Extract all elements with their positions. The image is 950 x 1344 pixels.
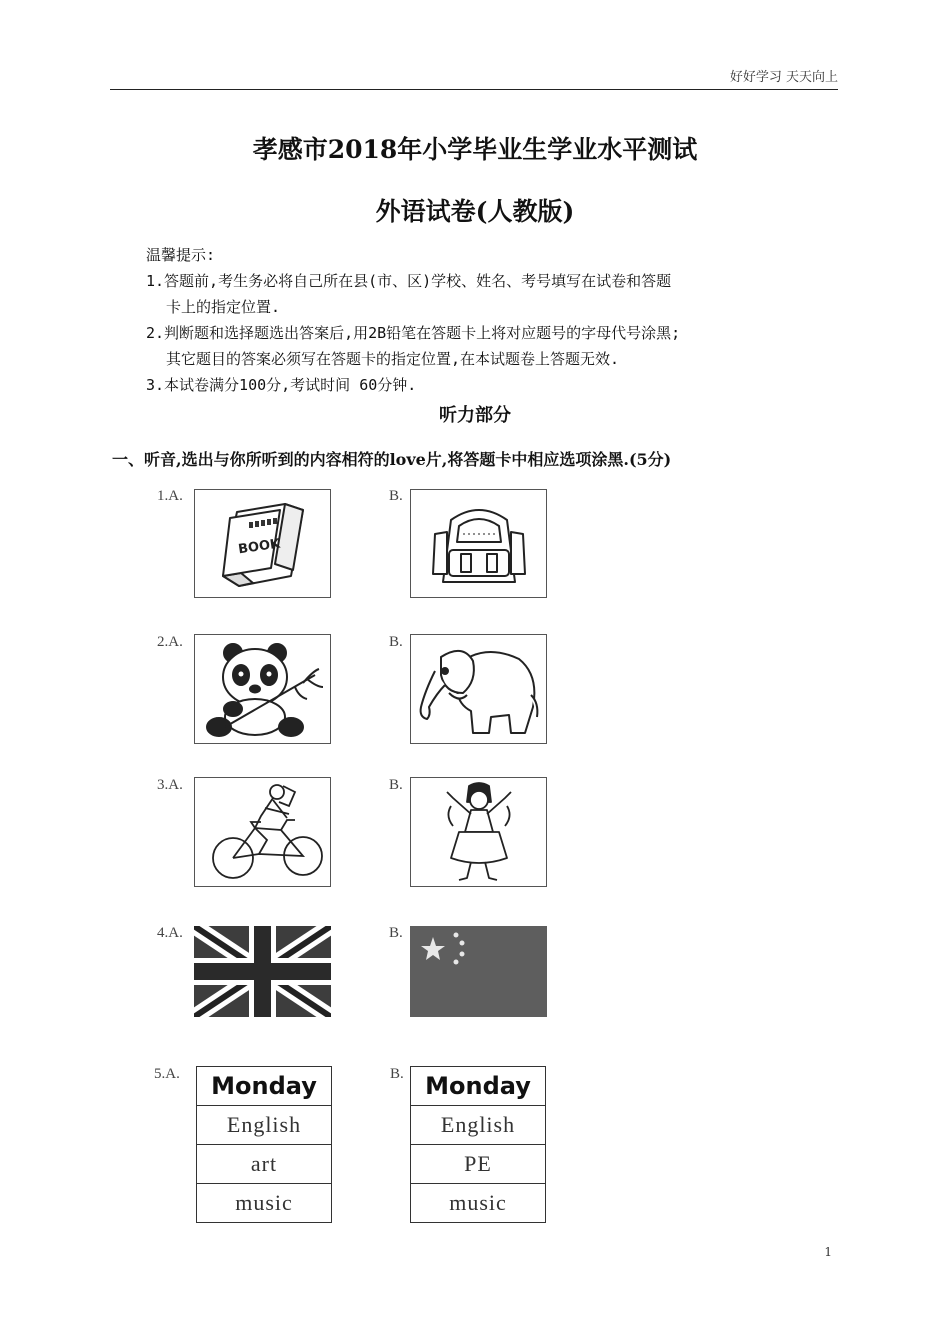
- item-3-label-b: B.: [389, 777, 403, 793]
- instruction-item: 卡上的指定位置.: [166, 298, 281, 316]
- item-5-label-b: B.: [390, 1066, 404, 1082]
- item-4-label-b: B.: [389, 925, 403, 941]
- instructions: [146, 242, 680, 398]
- schedule-cell: English: [411, 1106, 546, 1145]
- header-slogan: 好好学习 天天向上: [729, 70, 838, 85]
- backpack-icon: [411, 490, 546, 597]
- item-5-label-a: 5.A.: [154, 1066, 180, 1082]
- item-4-option-a-image: [194, 926, 331, 1017]
- exam-title: 孝感市2018年小学毕业生学业水平测试: [252, 135, 698, 164]
- item-1-label-a: 1.A.: [157, 488, 183, 504]
- cyclist-icon: [195, 778, 330, 886]
- instruction-item: 1.答题前,考生务必将自己所在县(市、区)学校、姓名、考号填写在试卷和答题: [146, 272, 672, 290]
- section-title: 听力部分: [439, 405, 511, 426]
- item-1-option-b-image: [410, 489, 547, 598]
- page-number: 1: [824, 1245, 832, 1259]
- china-flag-icon: [410, 926, 547, 1017]
- schedule-cell: PE: [411, 1145, 546, 1184]
- schedule-cell: music: [197, 1184, 332, 1223]
- instruction-item: 2.判断题和选择题选出答案后,用2B铅笔在答题卡上将对应题号的字母代号涂黑;: [146, 324, 681, 342]
- item-5-option-b-schedule: [410, 1066, 546, 1223]
- item-3-option-b-image: [410, 777, 547, 887]
- svg-text:BOOK: BOOK: [237, 536, 282, 558]
- instruction-item: 3.本试卷满分100分,考试时间 60分钟.: [146, 376, 417, 394]
- header-divider: [110, 89, 838, 90]
- item-2-label-a: 2.A.: [157, 634, 183, 650]
- item-3-option-a-image: [194, 777, 331, 887]
- panda-icon: [195, 635, 330, 743]
- schedule-cell: music: [411, 1184, 546, 1223]
- instructions-heading: 温馨提示:: [146, 246, 216, 264]
- uk-flag-icon: [194, 926, 331, 1017]
- schedule-cell: English: [197, 1106, 332, 1145]
- item-2-option-b-image: [410, 634, 547, 744]
- instruction-item: 其它题目的答案必须写在答题卡的指定位置,在本试题卷上答题无效.: [166, 350, 620, 368]
- item-5-option-a-schedule: [196, 1066, 332, 1223]
- schedule-cell: art: [197, 1145, 332, 1184]
- question-heading: 一、听音,选出与你所听到的内容相符的love片,将答题卡中相应选项涂黑.(5分): [112, 450, 672, 469]
- item-3-label-a: 3.A.: [157, 777, 183, 793]
- book-icon: [195, 490, 330, 597]
- schedule-cell: Monday: [197, 1067, 332, 1106]
- item-2-option-a-image: [194, 634, 331, 744]
- elephant-icon: [411, 635, 546, 743]
- item-2-label-b: B.: [389, 634, 403, 650]
- item-1-option-a-image: [194, 489, 331, 598]
- item-4-label-a: 4.A.: [157, 925, 183, 941]
- schedule-cell: Monday: [411, 1067, 546, 1106]
- item-1-label-b: B.: [389, 488, 403, 504]
- exam-subtitle: 外语试卷(人教版): [375, 197, 575, 226]
- item-4-option-b-image: [410, 926, 547, 1017]
- dancing-girl-icon: [411, 778, 546, 886]
